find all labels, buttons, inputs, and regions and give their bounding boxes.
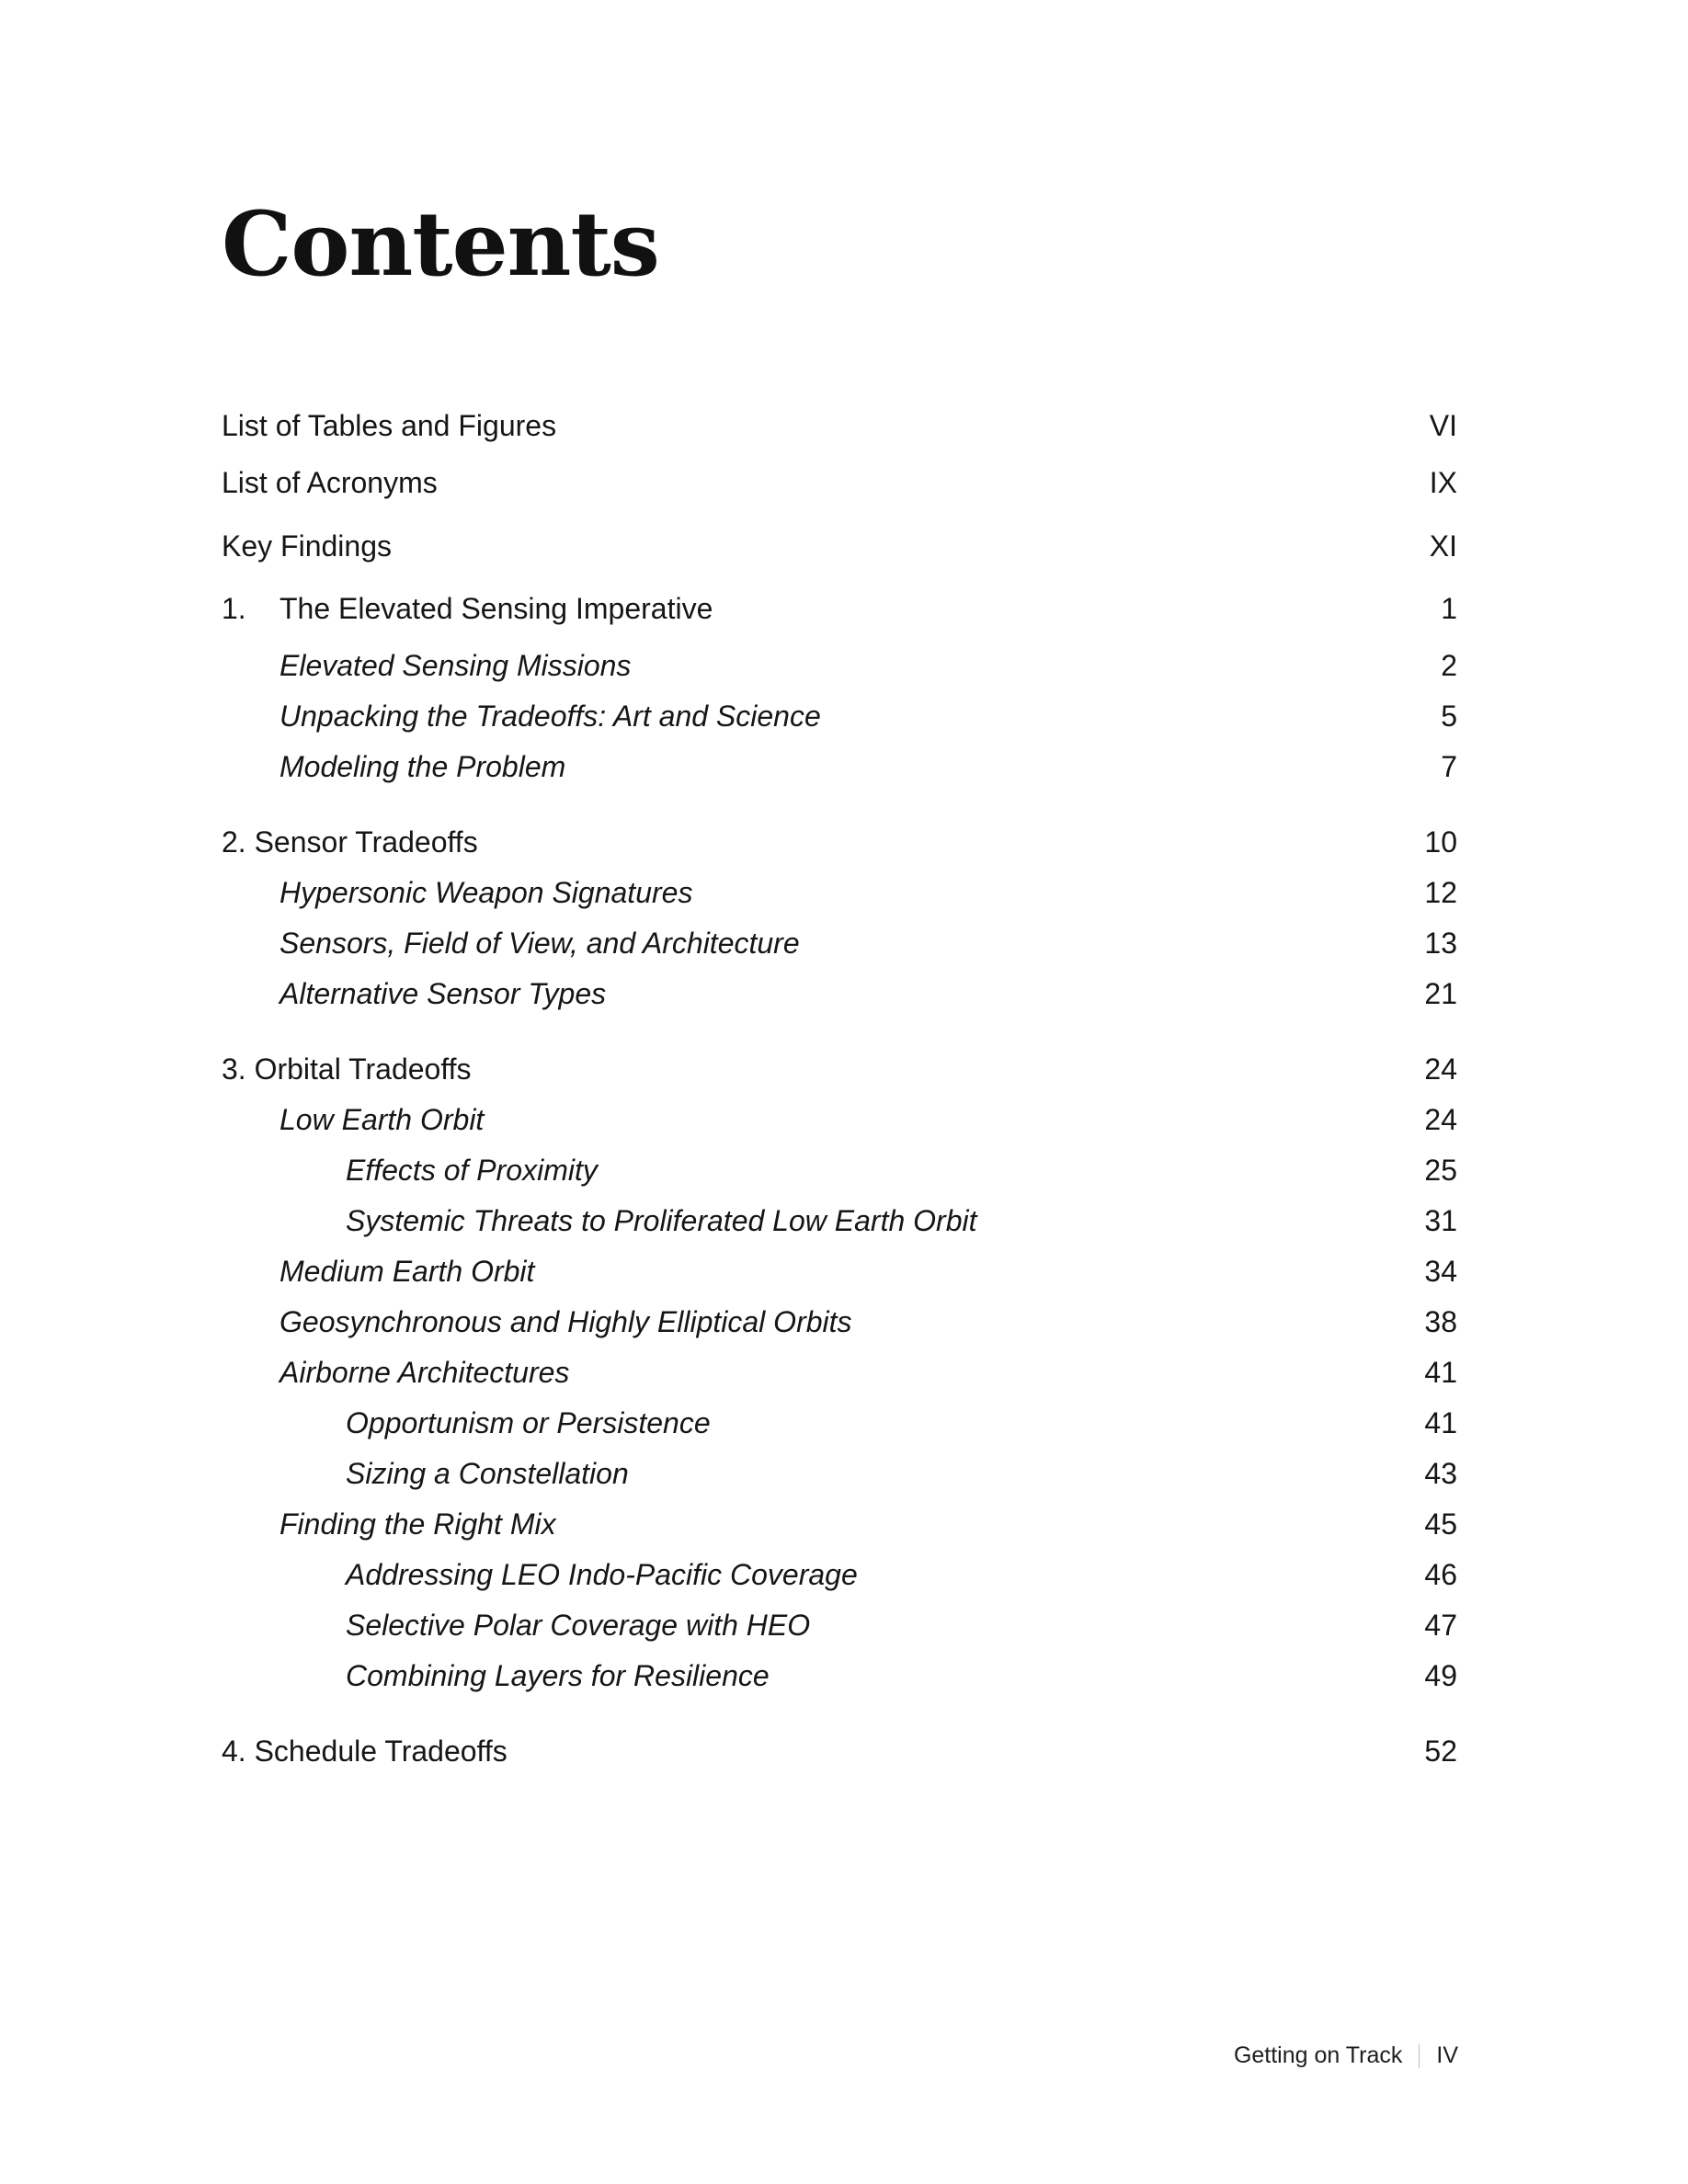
- toc-subsection-label: Combining Layers for Resilience: [346, 1658, 770, 1692]
- toc-subsection-label: Addressing LEO Indo-Pacific Coverage: [346, 1557, 858, 1591]
- toc-subsection[interactable]: [222, 1196, 1457, 1246]
- toc-section[interactable]: [222, 1095, 1457, 1145]
- toc-chapter-3[interactable]: [222, 1044, 1457, 1095]
- toc-page-number: 41: [1424, 1405, 1457, 1439]
- toc-page-number: 49: [1424, 1658, 1457, 1692]
- toc-entry-label: List of Acronyms: [222, 466, 438, 499]
- toc-entry-list-of-acronyms[interactable]: [222, 451, 1457, 515]
- toc-entry-label: List of Tables and Figures: [222, 409, 557, 442]
- toc-section-label: Low Earth Orbit: [279, 1102, 485, 1136]
- toc-page-number: 45: [1424, 1507, 1457, 1541]
- footer-page-number: IV: [1436, 2042, 1458, 2068]
- toc-page-number: VI: [1429, 409, 1457, 442]
- toc-section-label: Hypersonic Weapon Signatures: [279, 875, 693, 909]
- footer-divider: [1419, 2044, 1420, 2068]
- toc-subsection[interactable]: [222, 1600, 1457, 1651]
- toc-section[interactable]: [222, 868, 1457, 918]
- toc-page-number: 7: [1441, 749, 1457, 783]
- toc-chapter-2[interactable]: [222, 817, 1457, 868]
- toc-subsection[interactable]: [222, 1449, 1457, 1499]
- toc-section-label: Geosynchronous and Highly Elliptical Orbits: [279, 1304, 852, 1338]
- toc-section-label: Modeling the Problem: [279, 749, 566, 783]
- toc-entry-key-findings[interactable]: [222, 515, 1457, 578]
- toc-section-label: Finding the Right Mix: [279, 1507, 556, 1541]
- toc-page-number: 41: [1424, 1355, 1457, 1389]
- toc-section[interactable]: [222, 969, 1457, 1019]
- toc-page-number: 43: [1424, 1456, 1457, 1490]
- toc-section[interactable]: [222, 1499, 1457, 1550]
- toc-chapter-label: 4. Schedule Tradeoffs: [222, 1734, 508, 1768]
- toc-section[interactable]: [222, 918, 1457, 969]
- chapter-number: 1.: [222, 592, 246, 625]
- toc-chapter-label: [222, 577, 713, 641]
- toc-section-label: Elevated Sensing Missions: [279, 648, 632, 682]
- toc-page-number: 25: [1424, 1153, 1457, 1187]
- toc-subsection[interactable]: [222, 1550, 1457, 1600]
- toc-page-number: 12: [1424, 875, 1457, 909]
- toc-subsection-label: Opportunism or Persistence: [346, 1405, 711, 1439]
- toc-section-label: Unpacking the Tradeoffs: Art and Science: [279, 699, 821, 733]
- toc-page-number: 24: [1424, 1052, 1457, 1086]
- toc-page-number: 1: [1441, 592, 1457, 625]
- toc-page-number: IX: [1429, 466, 1457, 499]
- toc-chapter-1[interactable]: [222, 577, 1457, 641]
- toc-page-number: 10: [1424, 825, 1457, 859]
- toc-subsection[interactable]: [222, 1651, 1457, 1701]
- toc-page-number: 2: [1441, 648, 1457, 682]
- toc-page-number: 52: [1424, 1734, 1457, 1768]
- toc-section-label: Alternative Sensor Types: [279, 976, 607, 1010]
- toc-subsection[interactable]: [222, 1398, 1457, 1449]
- page-title: Contents: [222, 192, 659, 296]
- toc-section[interactable]: [222, 1297, 1457, 1348]
- toc-page-number: 24: [1424, 1102, 1457, 1136]
- toc-page-number: 38: [1424, 1304, 1457, 1338]
- toc-section-label: Sensors, Field of View, and Architecture: [279, 926, 800, 960]
- table-of-contents: [222, 401, 1457, 1777]
- toc-section-label: Medium Earth Orbit: [279, 1254, 535, 1288]
- toc-chapter-label: 2. Sensor Tradeoffs: [222, 825, 478, 859]
- chapter-title: The Elevated Sensing Imperative: [279, 592, 713, 625]
- toc-subsection-label: Systemic Threats to Proliferated Low Earth Orbit: [346, 1203, 977, 1237]
- toc-section[interactable]: [222, 1246, 1457, 1297]
- toc-page-number: 47: [1424, 1608, 1457, 1642]
- toc-page-number: 46: [1424, 1557, 1457, 1591]
- toc-subsection-label: Sizing a Constellation: [346, 1456, 629, 1490]
- toc-section[interactable]: [222, 641, 1457, 691]
- toc-chapter-4[interactable]: [222, 1726, 1457, 1777]
- toc-chapter-label: 3. Orbital Tradeoffs: [222, 1052, 472, 1086]
- toc-section-label: Airborne Architectures: [279, 1355, 570, 1389]
- toc-subsection[interactable]: [222, 1145, 1457, 1196]
- toc-entry-list-of-tables[interactable]: [222, 401, 1457, 451]
- page-footer: [1234, 2042, 1458, 2069]
- toc-page-number: 21: [1424, 976, 1457, 1010]
- footer-report-title: Getting on Track: [1233, 2042, 1403, 2068]
- toc-page-number: 13: [1424, 926, 1457, 960]
- toc-section[interactable]: [222, 742, 1457, 792]
- toc-section[interactable]: [222, 1348, 1457, 1398]
- toc-entry-label: Key Findings: [222, 529, 392, 563]
- toc-subsection-label: Selective Polar Coverage with HEO: [346, 1608, 811, 1642]
- toc-page-number: 5: [1441, 699, 1457, 733]
- toc-section[interactable]: [222, 691, 1457, 742]
- toc-page-number: 31: [1424, 1203, 1457, 1237]
- toc-subsection-label: Effects of Proximity: [346, 1153, 598, 1187]
- toc-page-number: XI: [1429, 529, 1457, 563]
- toc-page-number: 34: [1424, 1254, 1457, 1288]
